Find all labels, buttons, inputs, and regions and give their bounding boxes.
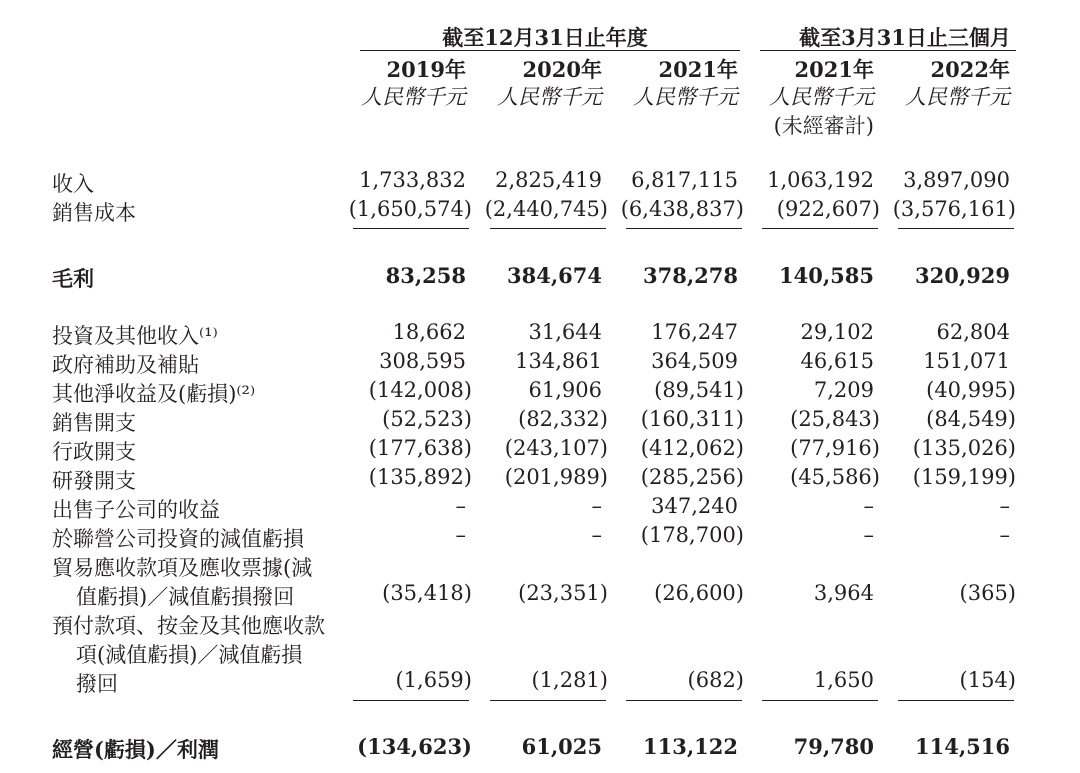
row-value: – (455, 523, 466, 547)
subtotal-rule (898, 228, 1014, 229)
total-rule (898, 700, 1014, 701)
row-value: 79,780 (793, 734, 874, 759)
row-label: 銷售成本 (52, 201, 136, 225)
row-value: 29,102 (800, 320, 874, 344)
row-value: 31,644 (528, 320, 602, 344)
row-value: (1,650,574) (348, 197, 472, 221)
row-value: 61,025 (521, 734, 602, 759)
row-value: 62,804 (936, 320, 1010, 344)
row-value: – (999, 523, 1010, 547)
row-value: (412,062) (640, 436, 744, 460)
row-value: 347,240 (651, 494, 738, 518)
row-value: 308,595 (379, 349, 466, 373)
row-value: 176,247 (651, 320, 738, 344)
row-label: 研發開支 (52, 469, 136, 493)
row-value: (25,843) (790, 407, 880, 431)
subtotal-rule (626, 228, 742, 229)
row-value: (160,311) (640, 407, 744, 431)
row-value: 378,278 (643, 263, 738, 288)
col-year: 2021年 (658, 57, 738, 82)
header-group-three-months: 截至3月31日止三個月 (799, 25, 1011, 50)
row-value: 61,906 (528, 378, 602, 402)
row-label: 銷售開支 (52, 411, 136, 435)
row-value: (154) (959, 668, 1016, 692)
subtotal-rule (353, 228, 469, 229)
row-value: 6,817,115 (631, 168, 738, 192)
row-value: 7,209 (813, 378, 874, 402)
row-value: (135,026) (912, 436, 1016, 460)
row-value: – (591, 494, 602, 518)
row-label: 於聯營公司投資的減值虧損 (52, 527, 304, 551)
row-value: 83,258 (385, 263, 466, 288)
row-value: – (455, 494, 466, 518)
col-unit: 人民幣千元 (905, 85, 1010, 109)
col-unit: 人民幣千元 (497, 85, 602, 109)
row-value: – (591, 523, 602, 547)
row-value: 3,897,090 (903, 168, 1010, 192)
col-year: 2021年 (794, 57, 874, 82)
row-value: 134,861 (515, 349, 602, 373)
row-value: (243,107) (504, 436, 608, 460)
row-value: 46,615 (800, 349, 874, 373)
row-value: 113,122 (643, 734, 738, 759)
row-value: (682) (687, 668, 744, 692)
row-value: (3,576,161) (892, 197, 1016, 221)
row-value: (201,989) (504, 465, 608, 489)
col-year: 2022年 (930, 57, 1010, 82)
row-label: 收入 (52, 172, 94, 196)
row-value: 2,825,419 (495, 168, 602, 192)
row-label-gross-profit: 毛利 (52, 266, 94, 291)
row-value: (89,541) (654, 378, 744, 402)
row-value: 1,650 (813, 668, 874, 692)
row-value: (142,008) (368, 378, 472, 402)
row-value: (82,332) (518, 407, 608, 431)
row-value: (77,916) (790, 436, 880, 460)
row-value: (35,418) (382, 581, 472, 605)
row-value: (285,256) (640, 465, 744, 489)
row-value: (1,281) (531, 668, 608, 692)
row-value: – (863, 523, 874, 547)
row-value: 114,516 (915, 734, 1010, 759)
col-unit: 人民幣千元 (633, 85, 738, 109)
row-value: (135,892) (368, 465, 472, 489)
col-unit: 人民幣千元 (361, 85, 466, 109)
row-label: 貿易應收款項及應收票據(減 (52, 556, 313, 580)
row-label-continued: 撥回 (76, 672, 118, 696)
row-value: 3,964 (813, 581, 874, 605)
row-value: (23,351) (518, 581, 608, 605)
row-value: 1,733,832 (359, 168, 466, 192)
row-label: 預付款項、按金及其他應收款 (52, 614, 325, 638)
total-rule (490, 700, 606, 701)
row-label: 出售子公司的收益 (52, 498, 220, 522)
total-rule (762, 700, 878, 701)
row-value: (1,659) (395, 668, 472, 692)
row-value: (178,700) (640, 523, 744, 547)
row-value: (40,995) (926, 378, 1016, 402)
row-value: (6,438,837) (620, 197, 744, 221)
total-rule (626, 700, 742, 701)
subtotal-rule (490, 228, 606, 229)
row-value: (159,199) (912, 465, 1016, 489)
row-label: 行政開支 (52, 440, 136, 464)
row-label-operating-result: 經營(虧損)／利潤 (52, 737, 219, 762)
row-value: (365) (959, 581, 1016, 605)
header-group-year-ended: 截至12月31日止年度 (442, 25, 648, 50)
row-value: 151,071 (923, 349, 1010, 373)
row-value: (177,638) (368, 436, 472, 460)
row-label: 其他淨收益及(虧損)⁽²⁾ (52, 382, 256, 406)
row-value: (84,549) (926, 407, 1016, 431)
row-value: 140,585 (779, 263, 874, 288)
row-value: (922,607) (776, 197, 880, 221)
col-year: 2020年 (522, 57, 602, 82)
total-rule (353, 700, 469, 701)
row-value: 364,509 (651, 349, 738, 373)
row-value: 1,063,192 (767, 168, 874, 192)
col-unit: 人民幣千元 (769, 85, 874, 109)
row-value: 320,929 (915, 263, 1010, 288)
row-label-continued: 值虧損)／減值虧損撥回 (76, 585, 295, 609)
row-value: – (999, 494, 1010, 518)
row-value: – (863, 494, 874, 518)
row-value: (52,523) (382, 407, 472, 431)
col-note-unaudited: (未經審計) (773, 114, 874, 138)
row-value: (2,440,745) (484, 197, 608, 221)
row-value: (134,623) (357, 734, 472, 759)
col-year: 2019年 (386, 57, 466, 82)
header-group-year-ended-underline (360, 50, 740, 51)
header-group-three-months-underline (760, 50, 1016, 51)
row-label-continued: 項(減值虧損)／減值虧損 (76, 643, 303, 667)
row-label: 政府補助及補貼 (52, 353, 199, 377)
row-value: (45,586) (790, 465, 880, 489)
row-value: (26,600) (654, 581, 744, 605)
row-value: 18,662 (392, 320, 466, 344)
subtotal-rule (762, 228, 878, 229)
row-label: 投資及其他收入⁽¹⁾ (52, 324, 218, 348)
row-value: 384,674 (507, 263, 602, 288)
